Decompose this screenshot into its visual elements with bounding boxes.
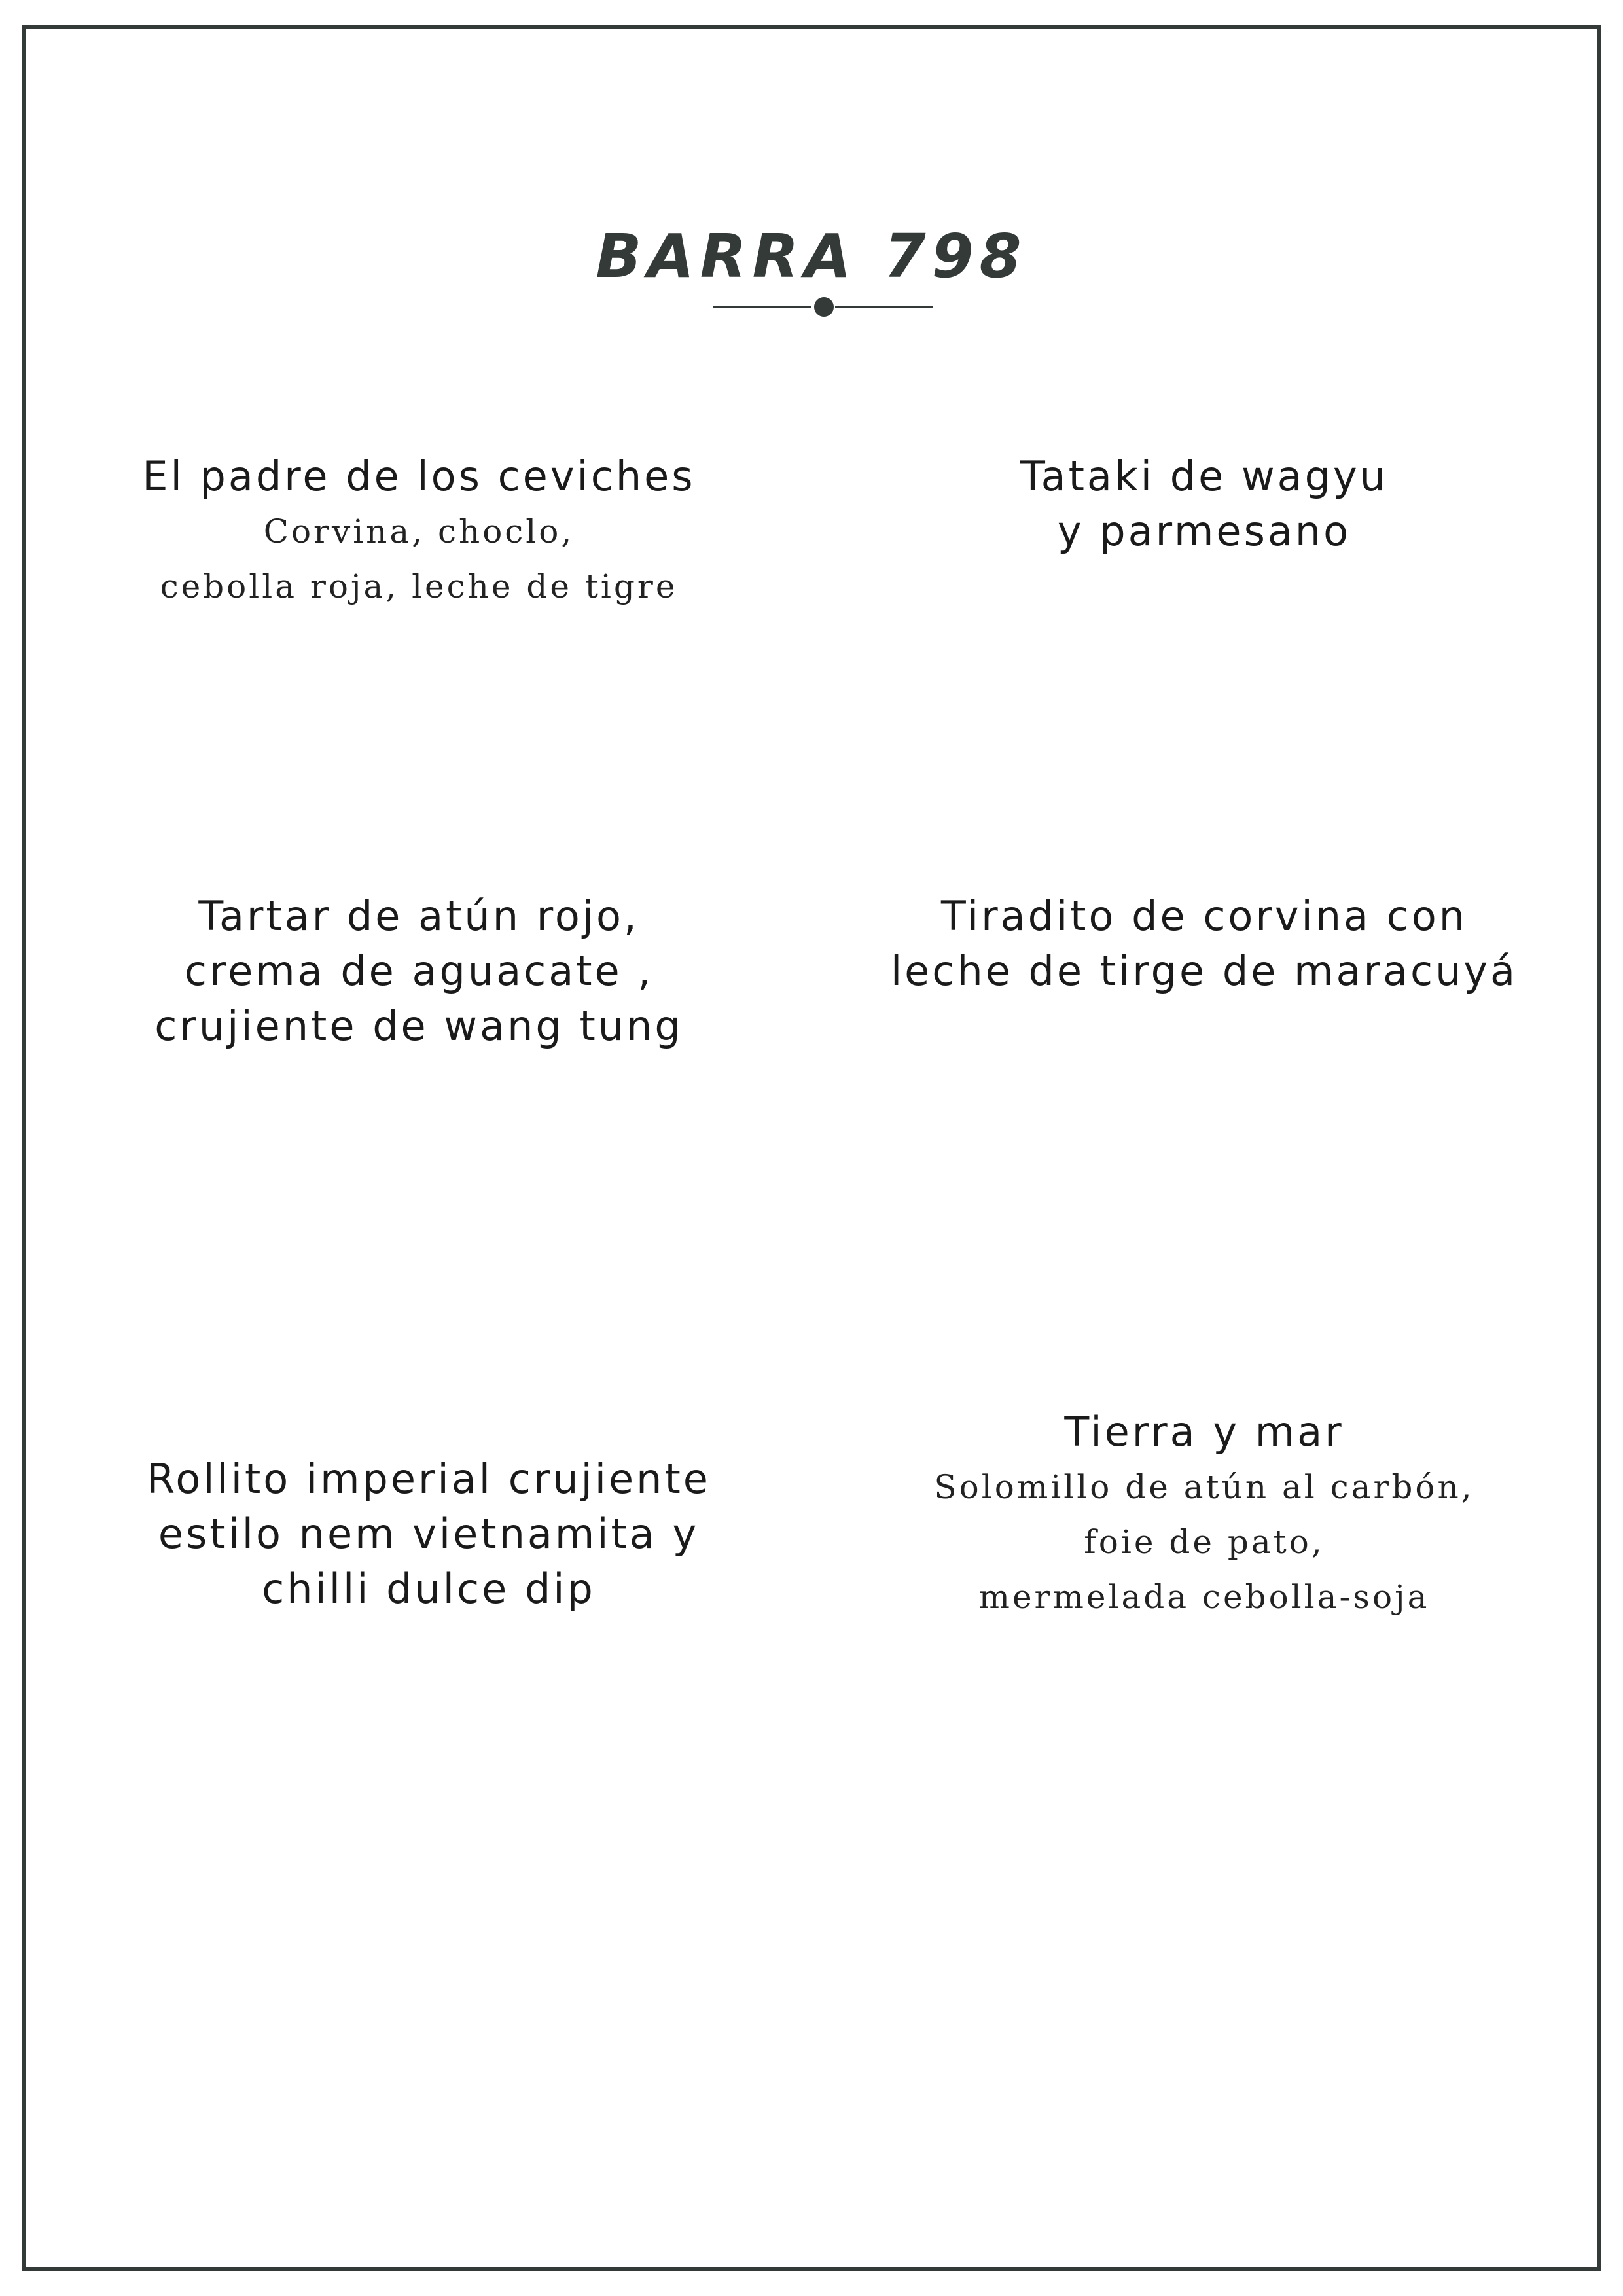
menu-item-rollito: [105, 1452, 753, 1617]
menu-item-tiradito: [890, 889, 1518, 999]
menu-item-tartar: [105, 889, 733, 1054]
menu-item-ceviche: [105, 449, 733, 614]
menu-title: BARRA 798: [596, 221, 1027, 291]
divider-dot-icon: [814, 297, 834, 317]
dish-description: Corvina, choclo, cebolla roja, leche de tigre: [160, 512, 678, 605]
menu-item-tataki: [890, 449, 1518, 559]
dish-name: Rollito imperial crujiente estilo nem vietnamita y chilli dulce dip: [147, 1455, 711, 1613]
dish-description: Solomillo de atún al carbón, foie de pato, mermelada cebolla-soja: [934, 1468, 1474, 1616]
dish-name: Tataki de wagyu y parmesano: [1020, 452, 1388, 555]
title-divider: [713, 297, 933, 317]
dish-name: Tartar de atún rojo, crema de aguacate , crujiente de wang tung: [154, 892, 683, 1050]
divider-line-right: [835, 306, 933, 308]
divider-line-left: [713, 306, 812, 308]
menu-item-tierra-y-mar: [890, 1405, 1518, 1624]
dish-name: El padre de los ceviches: [142, 452, 696, 500]
dish-name: Tiradito de corvina con leche de tirge de maracuyá: [890, 892, 1518, 995]
menu-border-frame: [22, 25, 1601, 2271]
dish-name: Tierra y mar: [1064, 1408, 1344, 1456]
